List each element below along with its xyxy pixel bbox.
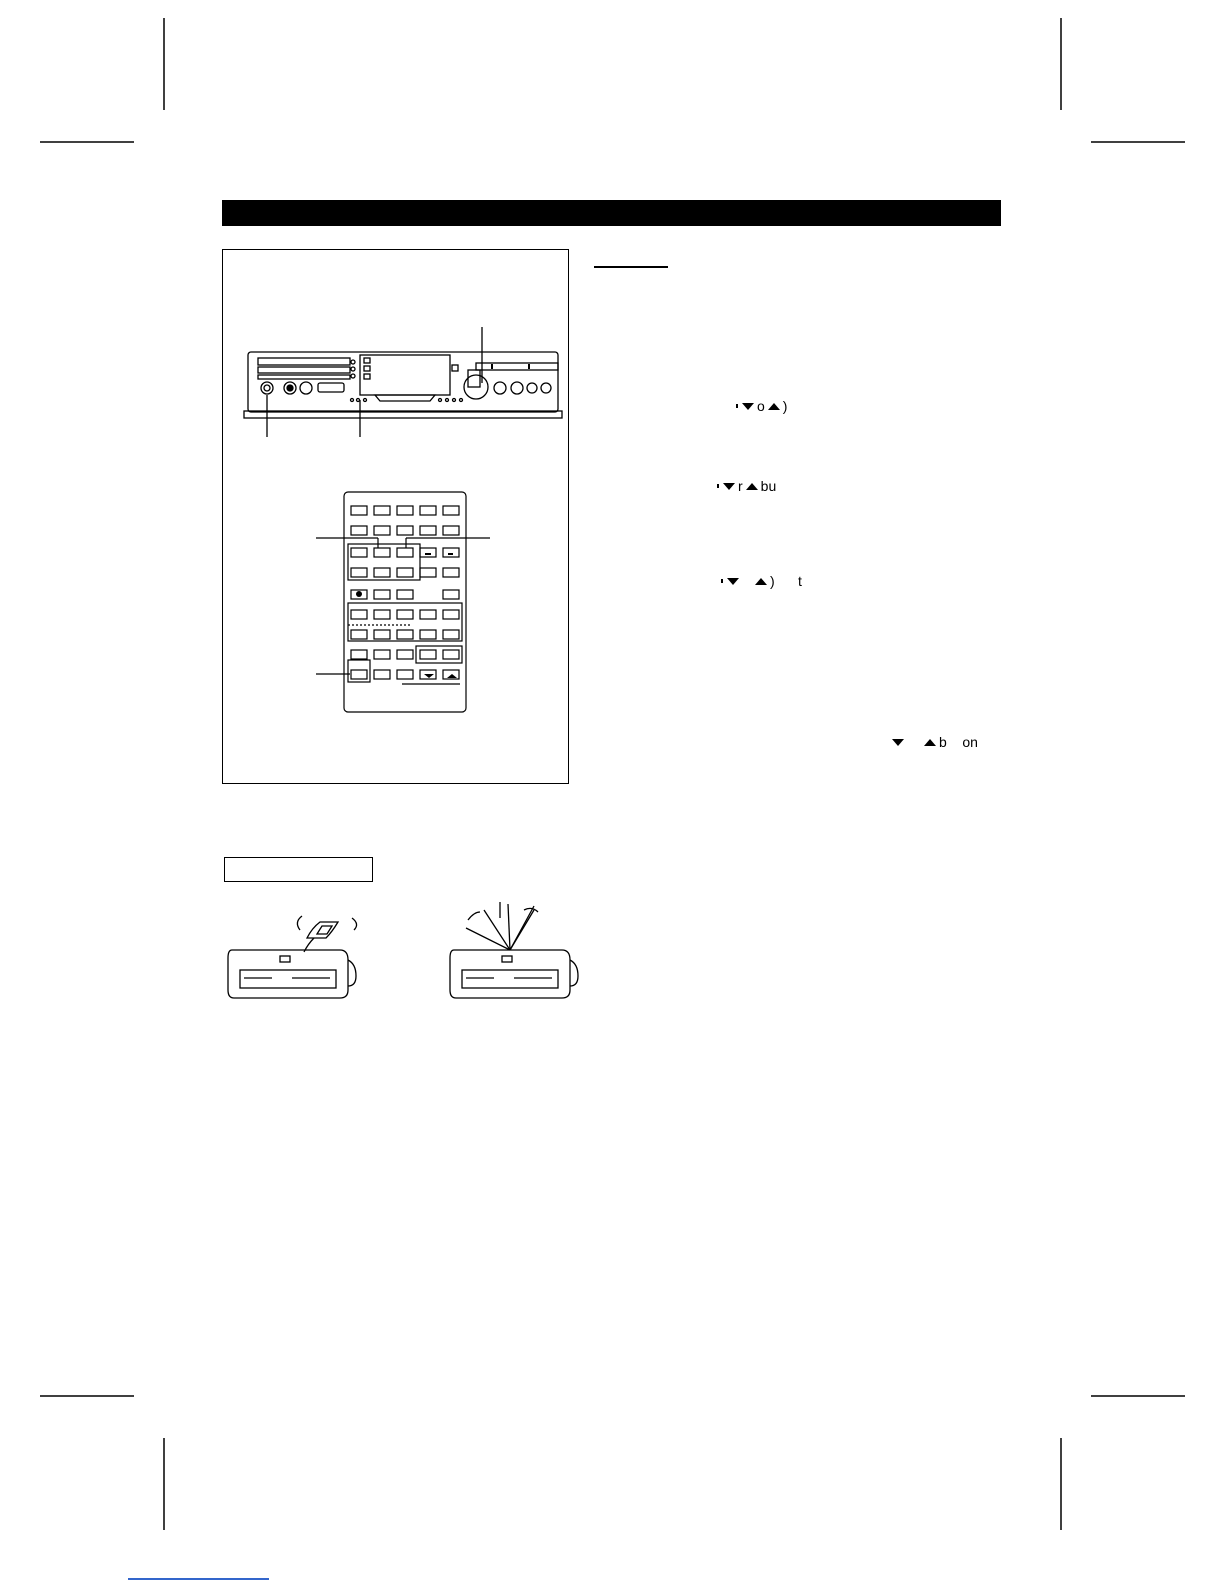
antenna-label-box (224, 857, 373, 882)
instruction-adjust-down-up: ) t (721, 573, 802, 589)
am-loop-antenna-illustration (222, 898, 360, 1002)
note-heading-underline (594, 266, 668, 268)
down-arrow-icon (723, 483, 735, 490)
down-arrow-icon (727, 578, 739, 585)
footer-link-underline[interactable] (128, 1578, 269, 1580)
instruction-select-down-up: o ) (736, 398, 787, 414)
up-arrow-icon (924, 739, 936, 746)
instruction-press-down-or-up: r bu (717, 478, 776, 494)
section-header-bar (222, 200, 1001, 226)
instruction-button-down-up: b on (892, 734, 978, 750)
up-arrow-icon (746, 483, 758, 490)
down-arrow-icon (742, 403, 754, 410)
unit-front-panel-illustration (240, 325, 570, 445)
up-arrow-icon (768, 403, 780, 410)
fm-wire-antenna-illustration (444, 898, 582, 1002)
up-arrow-icon (755, 578, 767, 585)
down-arrow-icon (892, 739, 904, 746)
remote-control-illustration (310, 488, 500, 720)
